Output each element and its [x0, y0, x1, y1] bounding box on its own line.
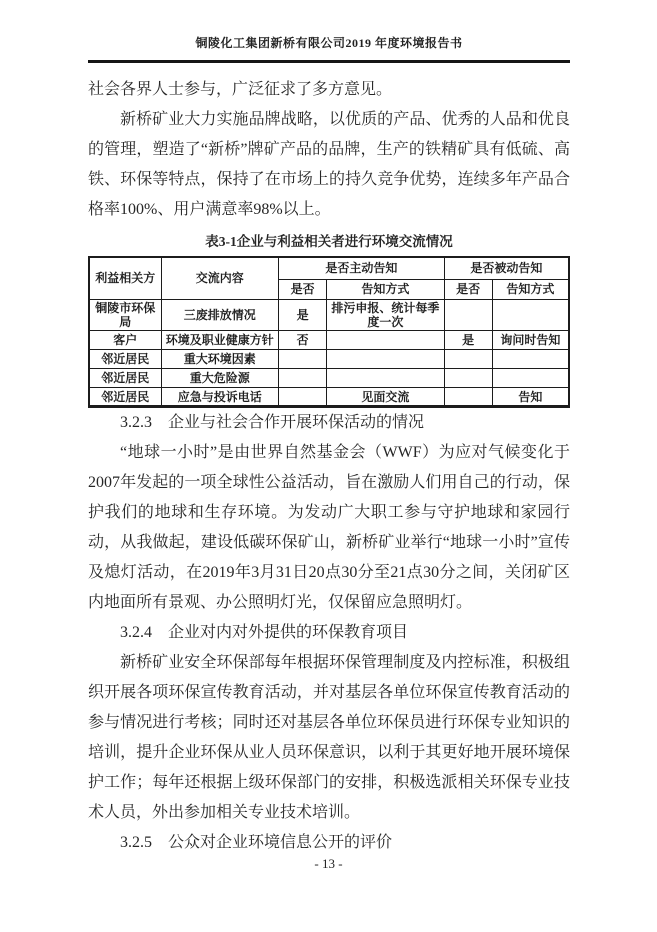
section-number: 3.2.5 [120, 834, 152, 852]
cell-active-method [327, 369, 445, 388]
cell-active-yn [279, 350, 327, 369]
cell-passive-method: 询问时告知 [492, 331, 569, 350]
section-heading-3-2-4 [88, 618, 570, 648]
table-caption: 表3-1企业与利益相关者进行环境交流情况 [205, 234, 453, 249]
cell-passive-method [492, 369, 569, 388]
cell-content: 重大环境因素 [161, 350, 279, 369]
table-row [89, 369, 569, 388]
col-header-stakeholder: 利益相关方 [89, 257, 161, 299]
cell-passive-method: 告知 [492, 388, 569, 407]
cell-passive-yn [444, 350, 492, 369]
table-row [89, 331, 569, 350]
paragraph-brand: 新桥矿业大力实施品牌战略，以优质的产品、优秀的人品和优良的管理，塑造了“新桥”牌矿产品的品牌，生产的铁精矿具有低硫、高铁、环保等特点，保持了在市场上的持久竞争优势，连续多年产品合格率100%、用户满意率98%以上。 [88, 111, 570, 218]
cell-passive-method [492, 350, 569, 369]
cell-passive-yn [444, 369, 492, 388]
cell-content: 重大危险源 [161, 369, 279, 388]
col-header-active-group: 是否主动告知 [279, 257, 445, 279]
cell-passive-yn [444, 388, 492, 407]
cell-stakeholder: 邻近居民 [89, 369, 161, 388]
section-title: 公众对企业环境信息公开的评价 [168, 834, 393, 852]
cell-content: 三废排放情况 [161, 299, 279, 331]
section-heading-3-2-3 [88, 408, 570, 438]
cell-passive-yn: 是 [444, 331, 492, 350]
stakeholder-communication-table [88, 256, 570, 408]
col-header-passive-method: 告知方式 [492, 279, 569, 299]
cell-content: 应急与投诉电话 [161, 388, 279, 407]
section-heading-3-2-5 [88, 828, 570, 858]
section-title: 企业对内对外提供的环保教育项目 [168, 624, 409, 642]
page-content [88, 34, 570, 858]
cell-active-yn [279, 369, 327, 388]
document-header-title: 铜陵化工集团新桥有限公司2019 年度环境报告书 [195, 36, 463, 50]
col-header-passive-group: 是否被动告知 [444, 257, 569, 279]
col-header-active-yn: 是否 [279, 279, 327, 299]
cell-active-method [327, 331, 445, 350]
table-row [89, 350, 569, 369]
page-number: - 13 - [314, 856, 343, 871]
cell-passive-yn [444, 299, 492, 331]
section-title: 企业与社会合作开展环保活动的情况 [168, 414, 425, 432]
cell-stakeholder: 邻近居民 [89, 388, 161, 407]
cell-active-method: 排污申报、统计每季度一次 [327, 299, 445, 331]
col-header-active-method: 告知方式 [327, 279, 445, 299]
cell-stakeholder: 铜陵市环保局 [89, 299, 161, 331]
table-row [89, 299, 569, 331]
section-number: 3.2.3 [120, 414, 152, 432]
cell-active-yn [279, 388, 327, 407]
table-row [89, 388, 569, 407]
cell-active-method: 见面交流 [327, 388, 445, 407]
cell-active-method [327, 350, 445, 369]
cell-content: 环境及职业健康方针 [161, 331, 279, 350]
col-header-content: 交流内容 [161, 257, 279, 299]
cell-passive-method [492, 299, 569, 331]
cell-stakeholder: 邻近居民 [89, 350, 161, 369]
cell-active-yn: 是 [279, 299, 327, 331]
cell-active-yn: 否 [279, 331, 327, 350]
col-header-passive-yn: 是否 [444, 279, 492, 299]
cell-stakeholder: 客户 [89, 331, 161, 350]
section-number: 3.2.4 [120, 624, 152, 642]
header-divider [88, 60, 570, 63]
paragraph-education: 新桥矿业安全环保部每年根据环保管理制度及内控标准，积极组织开展各项环保宣传教育活动，并对基层各单位环保宣传教育活动的参与情况进行考核；同时还对基层各单位环保员进行环保专业知识的培训，提升企业环保从业人员环保意识，以利于其更好地开展环境保护工作；每年还根据上级环保部门的安排，积极选派相关环保专业技术人员，外出参加相关专业技术培训。 [88, 654, 570, 822]
paragraph-earth-hour: “地球一小时”是由世界自然基金会（WWF）为应对气候变化于2007年发起的一项全球性公益活动，旨在激励人们用自己的行动，保护我们的地球和生存环境。为发动广大职工参与守护地球和家园行动，从我做起，建设低碳环保矿山，新桥矿业举行“地球一小时”宣传及熄灯活动，在2019年3月31日20点30分至21点30分之间，关闭矿区内地面所有景观、办公照明灯光，仅保留应急照明灯。 [88, 444, 570, 612]
paragraph-intro: 社会各界人士参与，广泛征求了多方意见。 [88, 81, 393, 98]
